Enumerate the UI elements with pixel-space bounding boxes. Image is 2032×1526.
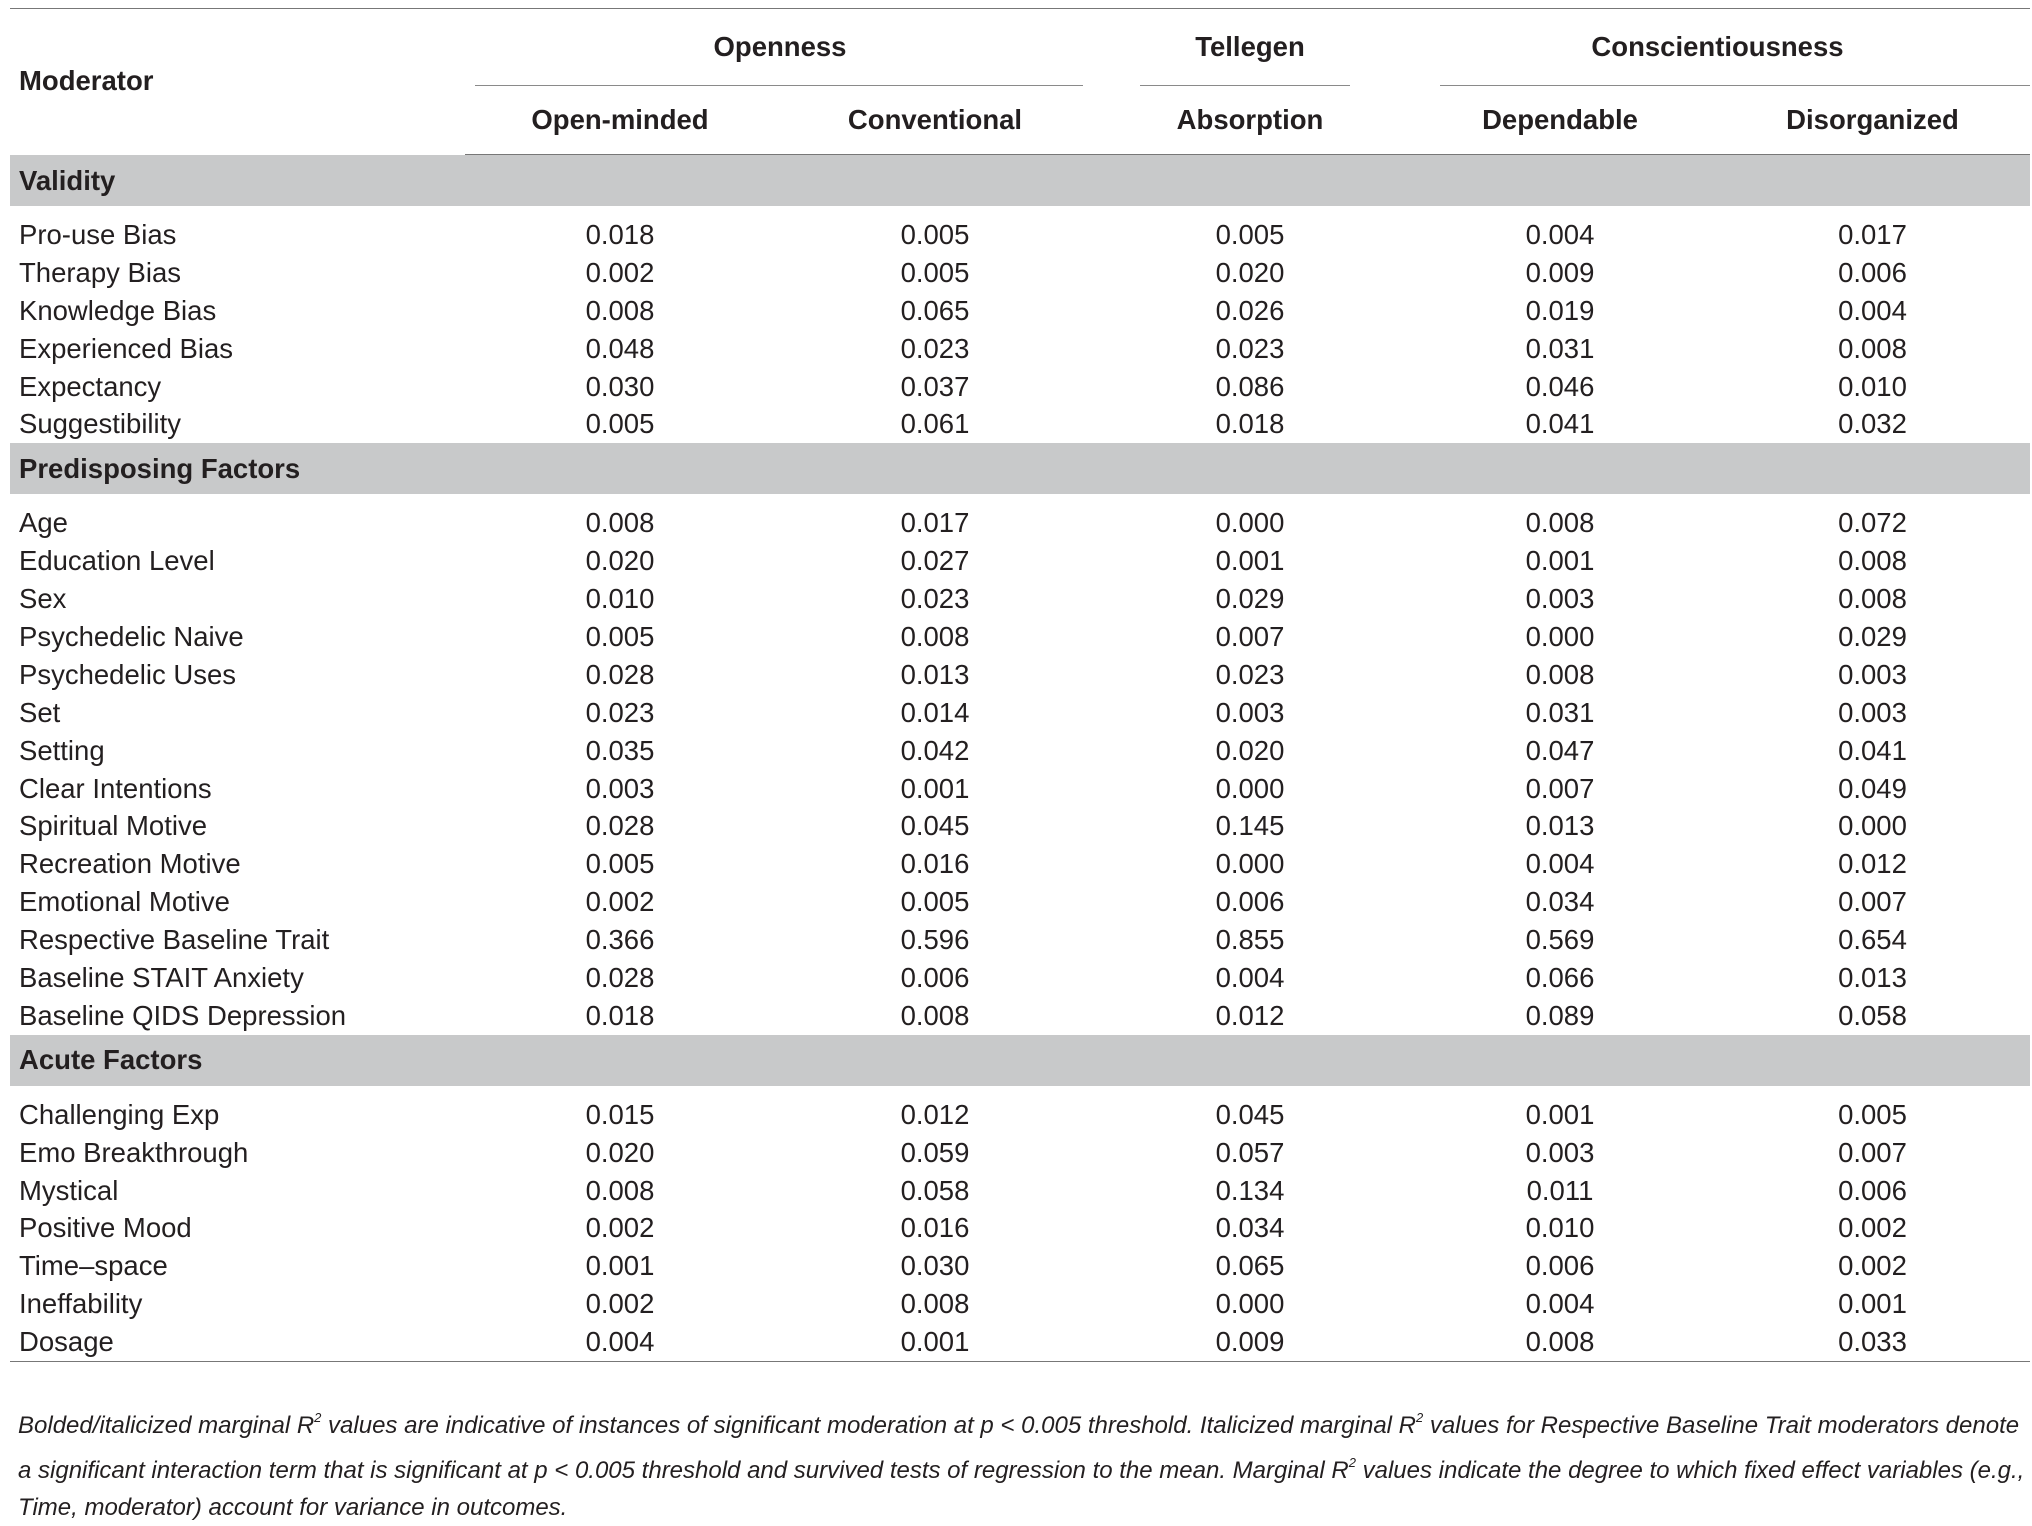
table-cell: 0.005 <box>1215 218 1285 250</box>
table-cell: 0.004 <box>1215 961 1285 993</box>
table-cell: 0.008 <box>1838 332 1907 364</box>
table-cell: 0.002 <box>585 886 655 918</box>
group-rule <box>475 85 1083 86</box>
table-cell: 0.033 <box>1715 1323 2030 1361</box>
table-cell: 0.002 <box>1838 1250 1907 1282</box>
table-cell: 0.008 <box>1525 507 1595 539</box>
row-label: Baseline STAIT Anxiety <box>19 961 304 993</box>
moderator-header: Moderator <box>19 65 154 97</box>
table-cell: 0.028 <box>585 961 655 993</box>
row-label: Sex <box>19 583 67 615</box>
spacer <box>10 1086 2030 1096</box>
table-cell: 0.654 <box>1838 924 1907 956</box>
row-label: Setting <box>19 734 105 766</box>
section-gap <box>10 206 2030 216</box>
table-cell: 0.048 <box>585 332 655 364</box>
table-cell: 0.028 <box>585 658 655 690</box>
table-row <box>10 580 2030 618</box>
table-cell: 0.007 <box>1215 620 1285 652</box>
table-cell: 0.089 <box>1525 999 1595 1031</box>
group-rule <box>1140 85 1350 86</box>
section-row <box>10 1035 2030 1086</box>
table-cell: 0.029 <box>1215 583 1285 615</box>
table-cell: 0.002 <box>585 256 655 288</box>
table-cell: 0.001 <box>1838 1288 1907 1320</box>
table-cell: 0.003 <box>1525 1136 1595 1168</box>
table-cell: 0.008 <box>1838 545 1907 577</box>
table-cell: 0.029 <box>1838 620 1907 652</box>
footnote-sup: 2 <box>1348 1455 1356 1470</box>
table-cell: 0.004 <box>1525 1288 1595 1320</box>
table-cell: 0.020 <box>585 1136 655 1168</box>
table-cell: 0.012 <box>1215 999 1285 1031</box>
table-cell: 0.001 <box>585 1250 655 1282</box>
table-row <box>10 368 2030 406</box>
table-footnote <box>18 1399 2028 1526</box>
table-cell: 0.001 <box>900 772 970 804</box>
table-cell: 0.016 <box>900 848 970 880</box>
table-cell: 0.007 <box>1838 886 1907 918</box>
table-cell: 0.023 <box>585 696 655 728</box>
table-cell: 0.017 <box>1838 218 1907 250</box>
section-row <box>10 443 2030 494</box>
row-label: Dosage <box>10 1323 465 1361</box>
table-cell: 0.028 <box>585 810 655 842</box>
table-cell: 0.031 <box>1525 332 1595 364</box>
table-cell: 0.001 <box>1525 545 1595 577</box>
section-gap <box>10 1086 2030 1096</box>
table-row <box>10 405 2030 443</box>
spacer <box>10 494 2030 504</box>
row-label: Baseline QIDS Depression <box>19 999 347 1031</box>
table-row <box>10 883 2030 921</box>
table-cell: 0.018 <box>1215 408 1285 440</box>
row-label: Respective Baseline Trait <box>19 924 330 956</box>
table-cell: 0.023 <box>1215 332 1285 364</box>
group-label: Conscientiousness <box>1591 31 1844 62</box>
table-cell: 0.001 <box>1215 545 1285 577</box>
table-cell: 0.001 <box>775 1323 1095 1361</box>
table-cell: 0.020 <box>1215 256 1285 288</box>
footnote-text: Bolded/italicized marginal R <box>18 1412 315 1439</box>
spacer <box>10 206 2030 216</box>
table-cell: 0.018 <box>585 999 655 1031</box>
table-cell: 0.012 <box>1838 848 1907 880</box>
section-gap <box>10 494 2030 504</box>
table-row <box>10 921 2030 959</box>
table-cell: 0.034 <box>1215 1212 1285 1244</box>
table-row <box>10 542 2030 580</box>
row-label: Therapy Bias <box>19 256 182 288</box>
table-cell: 0.012 <box>900 1098 970 1130</box>
table-row <box>10 254 2030 292</box>
table-cell: 0.002 <box>585 1212 655 1244</box>
group-rule <box>1440 85 2030 86</box>
table-cell: 0.041 <box>1838 734 1907 766</box>
table-cell: 0.065 <box>1215 1250 1285 1282</box>
table-cell: 0.000 <box>1215 1288 1285 1320</box>
table-cell: 0.008 <box>900 1288 970 1320</box>
table-cell: 0.017 <box>900 507 970 539</box>
group-header-conscientiousness <box>1405 9 2030 87</box>
table-cell: 0.041 <box>1525 408 1595 440</box>
table-cell: 0.072 <box>1838 507 1907 539</box>
table-cell: 0.000 <box>1525 620 1595 652</box>
table-row <box>10 1209 2030 1247</box>
table-cell: 0.000 <box>1215 772 1285 804</box>
table-cell: 0.008 <box>585 507 655 539</box>
table-cell: 0.007 <box>1525 772 1595 804</box>
table-cell: 0.004 <box>1525 848 1595 880</box>
table-cell: 0.013 <box>900 658 970 690</box>
table-cell: 0.145 <box>1215 810 1285 842</box>
column-header-disorganized: Disorganized <box>1715 86 2030 155</box>
table-cell: 0.023 <box>1215 658 1285 690</box>
table-cell: 0.003 <box>1525 583 1595 615</box>
table-row <box>10 1247 2030 1285</box>
section-row <box>10 155 2030 207</box>
table-cell: 0.030 <box>585 370 655 402</box>
table-cell: 0.031 <box>1525 696 1595 728</box>
table-cell: 0.008 <box>1405 1323 1715 1361</box>
table-cell: 0.059 <box>900 1136 970 1168</box>
table-row <box>10 845 2030 883</box>
table-cell: 0.042 <box>900 734 970 766</box>
table-cell: 0.006 <box>1525 1250 1595 1282</box>
column-header-absorption: Absorption <box>1095 86 1405 155</box>
table-row <box>10 216 2030 254</box>
table-cell: 0.596 <box>900 924 970 956</box>
table-cell: 0.134 <box>1215 1174 1285 1206</box>
table-row <box>10 997 2030 1035</box>
table-row <box>10 959 2030 997</box>
table-row <box>10 732 2030 770</box>
table-cell: 0.005 <box>900 256 970 288</box>
table-cell: 0.010 <box>1838 370 1907 402</box>
row-label: Spiritual Motive <box>19 810 207 842</box>
table-row <box>10 770 2030 808</box>
table-cell: 0.061 <box>900 408 970 440</box>
table-cell: 0.020 <box>585 545 655 577</box>
table-cell: 0.008 <box>1838 583 1907 615</box>
table-cell: 0.020 <box>1215 734 1285 766</box>
section-title: Acute Factors <box>10 1035 2030 1086</box>
row-label: Suggestibility <box>19 408 182 440</box>
table-cell: 0.003 <box>1838 658 1907 690</box>
column-header-conventional: Conventional <box>775 86 1095 155</box>
table-cell: 0.366 <box>585 924 655 956</box>
table-cell: 0.058 <box>900 1174 970 1206</box>
table-cell: 0.006 <box>1215 886 1285 918</box>
table-row <box>10 504 2030 542</box>
table-body <box>10 155 2030 1362</box>
row-label: Psychedelic Naive <box>19 620 244 652</box>
row-label: Emo Breakthrough <box>19 1136 249 1168</box>
group-label: Tellegen <box>1195 31 1305 62</box>
table-cell: 0.002 <box>1838 1212 1907 1244</box>
table-cell: 0.065 <box>900 294 970 326</box>
table-cell: 0.018 <box>585 218 655 250</box>
table-header <box>10 9 2030 155</box>
table-row <box>10 1285 2030 1323</box>
table-cell: 0.019 <box>1525 294 1595 326</box>
table-row <box>10 292 2030 330</box>
section-title: Predisposing Factors <box>10 443 2030 494</box>
table-cell: 0.035 <box>585 734 655 766</box>
row-label: Challenging Exp <box>19 1098 220 1130</box>
table-cell: 0.013 <box>1838 961 1907 993</box>
table-row <box>10 694 2030 732</box>
table-cell: 0.008 <box>900 999 970 1031</box>
group-label: Openness <box>713 31 847 62</box>
table-cell: 0.000 <box>1838 810 1907 842</box>
footnote-text: values for Respective Baseline Trait moderators denote a significant interaction term that is significant at p < 0.005 threshold and survived tests of regression to the mean. Marginal R <box>18 1412 2020 1484</box>
table-cell: 0.011 <box>1526 1174 1594 1206</box>
table-row <box>10 656 2030 694</box>
row-label: Age <box>19 507 68 539</box>
table-cell: 0.016 <box>900 1212 970 1244</box>
table-cell: 0.026 <box>1215 294 1285 326</box>
table-cell: 0.027 <box>900 545 970 577</box>
row-label: Knowledge Bias <box>19 294 217 326</box>
table-cell: 0.046 <box>1525 370 1595 402</box>
table-cell: 0.003 <box>1215 696 1285 728</box>
table-cell: 0.010 <box>1525 1212 1595 1244</box>
table-row <box>10 807 2030 845</box>
table-cell: 0.005 <box>585 408 655 440</box>
row-label: Expectancy <box>19 370 162 402</box>
table-cell: 0.009 <box>1525 256 1595 288</box>
row-label: Clear Intentions <box>19 772 212 804</box>
row-label: Positive Mood <box>19 1212 192 1244</box>
table-cell: 0.005 <box>900 886 970 918</box>
table-cell: 0.014 <box>900 696 970 728</box>
table-cell: 0.045 <box>1215 1098 1285 1130</box>
row-label: Time–space <box>19 1250 168 1282</box>
table-cell: 0.009 <box>1095 1323 1405 1361</box>
column-header-open-minded: Open-minded <box>465 86 775 155</box>
table-row <box>10 1134 2030 1172</box>
table-cell: 0.008 <box>585 1174 655 1206</box>
table-cell: 0.005 <box>1838 1098 1907 1130</box>
table-row <box>10 1172 2030 1210</box>
table-cell: 0.007 <box>1838 1136 1907 1168</box>
group-header-openness <box>465 9 1095 87</box>
table-cell: 0.049 <box>1838 772 1907 804</box>
table-cell: 0.004 <box>1838 294 1907 326</box>
table-cell: 0.034 <box>1525 886 1595 918</box>
table-cell: 0.032 <box>1838 408 1907 440</box>
table-cell: 0.023 <box>900 583 970 615</box>
table-cell: 0.015 <box>585 1098 655 1130</box>
table-cell: 0.010 <box>585 583 655 615</box>
table-cell: 0.008 <box>1525 658 1595 690</box>
row-label: Emotional Motive <box>19 886 230 918</box>
row-label: Recreation Motive <box>19 848 241 880</box>
footnote-sup: 2 <box>314 1410 322 1425</box>
section-title: Validity <box>10 155 2030 207</box>
table-cell: 0.006 <box>1838 1174 1907 1206</box>
table-cell: 0.008 <box>900 620 970 652</box>
group-header-tellegen <box>1095 9 1405 87</box>
table-cell: 0.008 <box>585 294 655 326</box>
table-cell: 0.045 <box>900 810 970 842</box>
table-cell: 0.003 <box>585 772 655 804</box>
table-cell: 0.066 <box>1525 961 1595 993</box>
table-cell: 0.005 <box>900 218 970 250</box>
table-cell: 0.047 <box>1525 734 1595 766</box>
table-cell: 0.569 <box>1525 924 1595 956</box>
table-row <box>10 618 2030 656</box>
row-label: Pro-use Bias <box>19 218 177 250</box>
table-cell: 0.005 <box>585 848 655 880</box>
row-label: Mystical <box>19 1174 119 1206</box>
table-cell: 0.001 <box>1525 1098 1595 1130</box>
table-cell: 0.004 <box>1525 218 1595 250</box>
table-cell: 0.005 <box>585 620 655 652</box>
table-cell: 0.030 <box>900 1250 970 1282</box>
table-cell: 0.855 <box>1215 924 1285 956</box>
table-cell: 0.006 <box>1838 256 1907 288</box>
table-cell: 0.002 <box>585 1288 655 1320</box>
footnote-text: values indicate the degree to which fixed effect variables (e.g., Time, moderator) account for variance in outcomes. <box>18 1457 2025 1521</box>
table-cell: 0.003 <box>1838 696 1907 728</box>
table-cell: 0.037 <box>900 370 970 402</box>
row-label: Ineffability <box>19 1288 143 1320</box>
table-cell: 0.000 <box>1215 848 1285 880</box>
table-row <box>10 1323 2030 1361</box>
table-cell: 0.004 <box>465 1323 775 1361</box>
table-cell: 0.057 <box>1215 1136 1285 1168</box>
footnote-text: values are indicative of instances of significant moderation at p < 0.005 threshold. Italicized marginal R <box>321 1412 1416 1439</box>
row-label: Psychedelic Uses <box>19 658 237 690</box>
table-row <box>10 1096 2030 1134</box>
footnote-sup: 2 <box>1416 1410 1424 1425</box>
moderation-table <box>10 8 2030 1362</box>
column-header-dependable: Dependable <box>1405 86 1715 155</box>
table-cell: 0.086 <box>1215 370 1285 402</box>
table-cell: 0.013 <box>1525 810 1595 842</box>
row-label: Education Level <box>19 545 215 577</box>
table-cell: 0.058 <box>1838 999 1907 1031</box>
table-row <box>10 330 2030 368</box>
table-cell: 0.000 <box>1215 507 1285 539</box>
row-label: Experienced Bias <box>19 332 234 364</box>
table-cell: 0.006 <box>900 961 970 993</box>
row-label: Set <box>19 696 61 728</box>
table-cell: 0.023 <box>900 332 970 364</box>
